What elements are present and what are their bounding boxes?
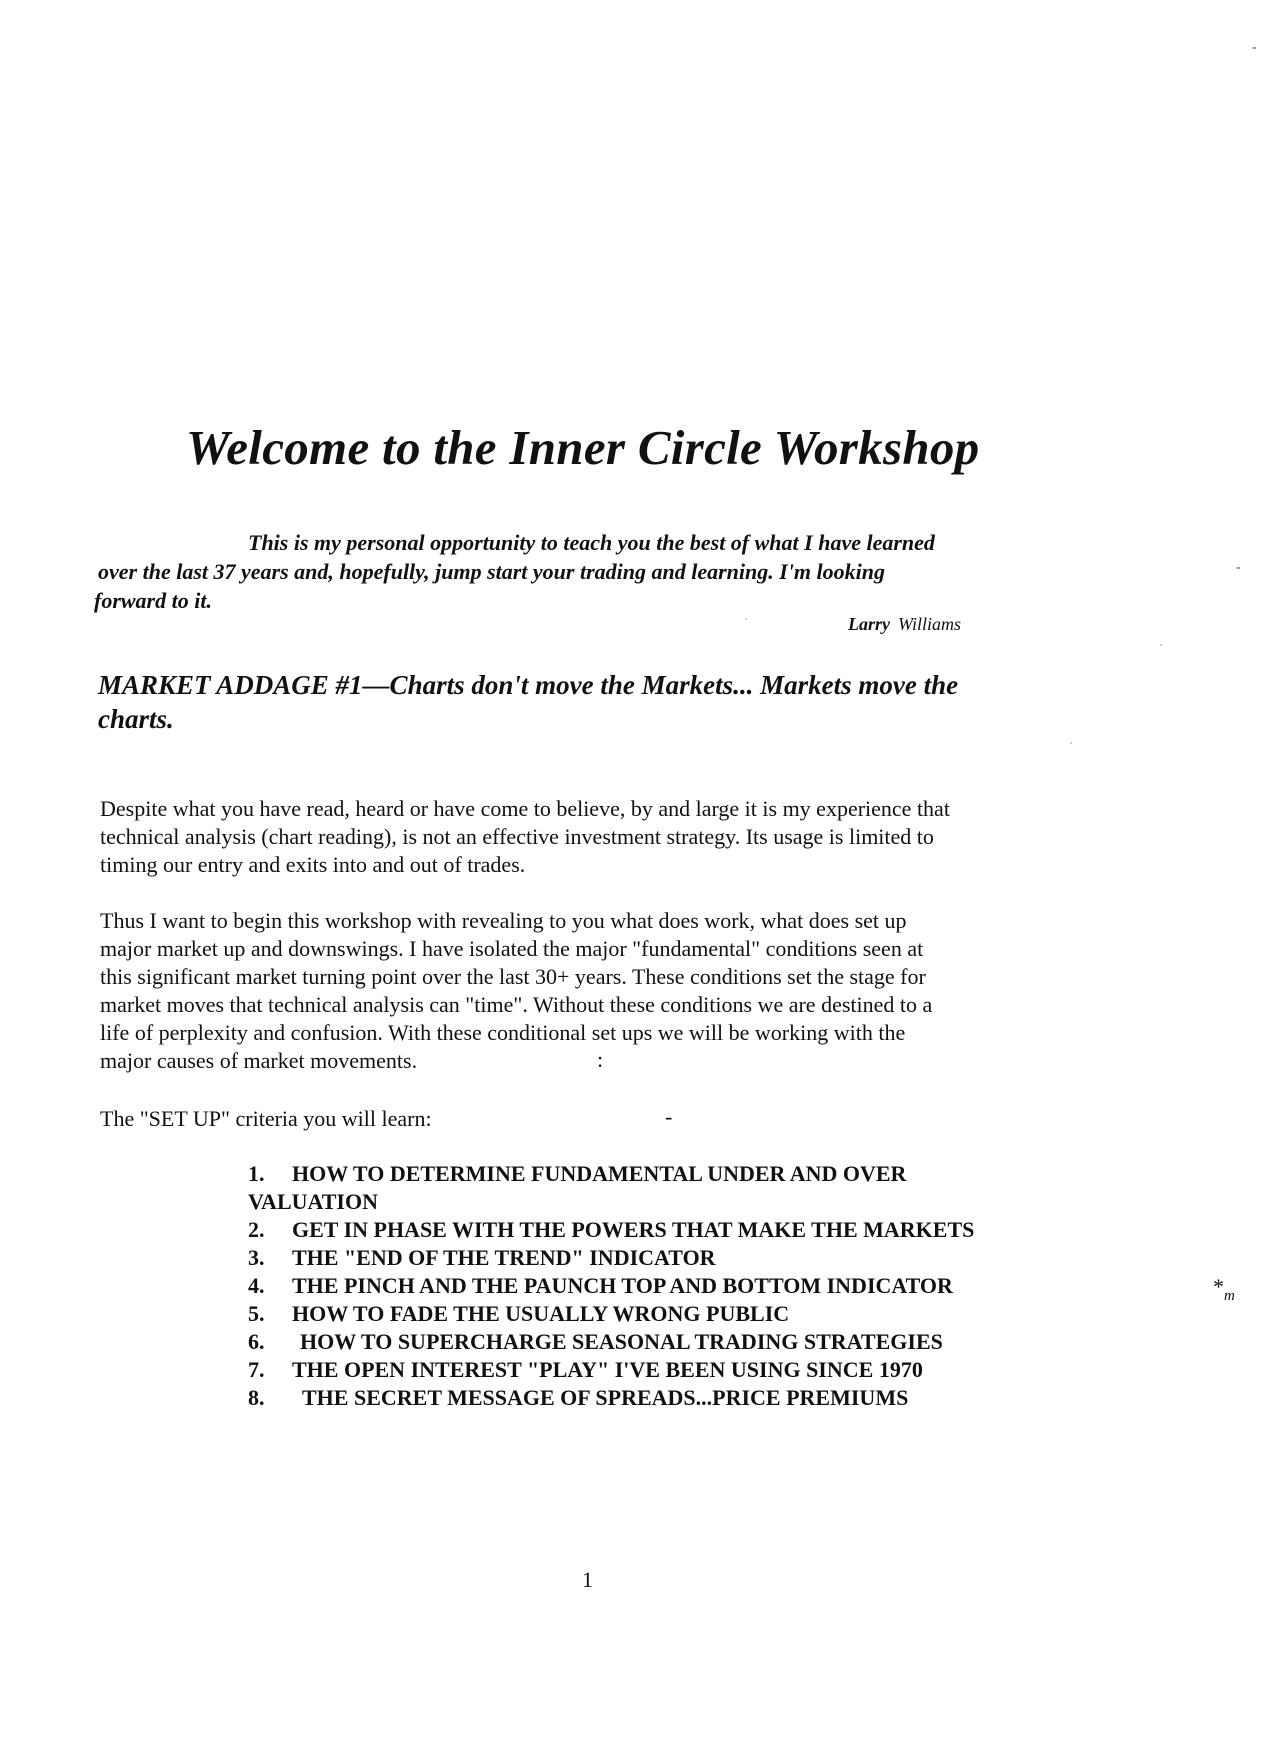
list-item (248, 1216, 974, 1244)
star-subscript: m (1224, 1288, 1235, 1304)
scan-speck (1070, 742, 1072, 744)
list-item-text: HOW TO FADE THE USUALLY WRONG PUBLIC (292, 1301, 790, 1326)
paragraph-line: timing our entry and exits into and out of trades. (100, 852, 526, 877)
list-item-number: 3. (248, 1245, 265, 1270)
paragraph-line: major market up and downswings. I have isolated the major "fundamental" conditions seen at (100, 936, 924, 961)
scan-speck (1160, 644, 1162, 646)
list-item-text: HOW TO DETERMINE FUNDAMENTAL UNDER AND OVER (292, 1161, 907, 1186)
list-item-number: 1. (248, 1161, 265, 1186)
paragraph-line: market moves that technical analysis can "time". Without these conditions we are destined to a (100, 992, 933, 1017)
list-item (248, 1244, 974, 1272)
list-item-text: GET IN PHASE WITH THE POWERS THAT MAKE THE MARKETS (292, 1217, 975, 1242)
paragraph-line: this significant market turning point over the last 30+ years. These conditions set the stage for (100, 964, 926, 989)
list-item (248, 1384, 974, 1412)
setup-criteria-intro: The "SET UP" criteria you will learn: (100, 1106, 432, 1131)
page-title: Welcome to the Inner Circle Workshop (186, 419, 980, 475)
scan-edge-mark: - (1236, 560, 1241, 575)
star-mark: * (1213, 1274, 1224, 1299)
list-item (248, 1356, 974, 1384)
market-adage-heading (98, 668, 1098, 736)
paragraph-line: technical analysis (chart reading), is not an effective investment strategy. Its usage is limited to (100, 824, 934, 849)
list-item-text: THE SECRET MESSAGE OF SPREADS...PRICE PREMIUMS (302, 1385, 909, 1410)
list-item (248, 1272, 974, 1300)
author-signature (848, 614, 961, 635)
paragraph-technical-analysis (100, 795, 1100, 879)
paragraph-line: Thus I want to begin this workshop with revealing to you what does work, what does set up (100, 908, 907, 933)
signature-last-name: Williams (898, 614, 962, 634)
intro-line: This is my personal opportunity to teach you the best of what I have learned (248, 530, 935, 555)
signature-first-name: Larry (848, 614, 890, 634)
list-item-continuation: VALUATION (248, 1189, 378, 1214)
intro-paragraph (94, 528, 1058, 615)
paragraph-line: life of perplexity and confusion. With these conditional set ups we will be working with the (100, 1020, 906, 1045)
list-item (248, 1328, 974, 1356)
scan-edge-mark: - (1252, 40, 1257, 55)
list-item-number: 6. (248, 1329, 265, 1354)
list-item-number: 4. (248, 1273, 265, 1298)
paragraph-line: Despite what you have read, heard or have come to believe, by and large it is my experience that (100, 796, 950, 821)
adage-line: charts. (98, 704, 174, 734)
paragraph-line: major causes of market movements. (100, 1048, 418, 1073)
list-item (248, 1160, 974, 1188)
list-item-number: 5. (248, 1301, 265, 1326)
list-item-number: 2. (248, 1217, 265, 1242)
margin-annotation (1213, 1274, 1235, 1305)
list-item-text: THE OPEN INTEREST "PLAY" I'VE BEEN USING SINCE 1970 (292, 1357, 923, 1382)
adage-line: MARKET ADDAGE #1—Charts don't move the Markets... Markets move the (98, 670, 959, 700)
list-item-text: THE PINCH AND THE PAUNCH TOP AND BOTTOM INDICATOR (292, 1273, 953, 1298)
intro-line: over the last 37 years and, hopefully, jump start your trading and learning. I'm looking (98, 559, 886, 584)
scan-speck (745, 618, 747, 620)
list-item-number: 7. (248, 1357, 265, 1382)
intro-line: forward to it. (94, 588, 212, 613)
list-item-text: THE "END OF THE TREND" INDICATOR (292, 1245, 716, 1270)
list-item-number: 8. (248, 1385, 265, 1410)
setup-criteria-list (248, 1160, 974, 1412)
list-item-text: HOW TO SUPERCHARGE SEASONAL TRADING STRATEGIES (300, 1329, 943, 1354)
list-item (248, 1300, 974, 1328)
stray-colon-mark: : (597, 1047, 604, 1072)
stray-dash-mark: - (665, 1104, 673, 1129)
page-number: 1 (582, 1567, 593, 1592)
